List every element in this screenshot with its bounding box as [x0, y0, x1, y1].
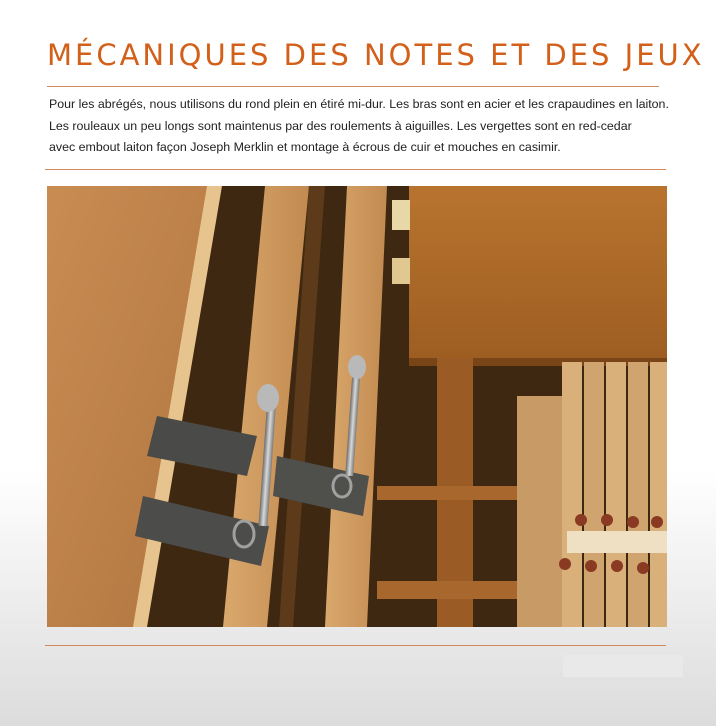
description-line: Les rouleaux un peu longs sont maintenus par des roulements à aiguilles. Les vergettes sont en red-cedar — [49, 118, 632, 133]
footer-divider — [45, 645, 666, 646]
page-title: MÉCANIQUES DES NOTES ET DES JEUX — [47, 38, 705, 72]
title-underline — [47, 86, 659, 87]
description-line: avec embout laiton façon Joseph Merklin et montage à écrous de cuir et mouches en casimir. — [49, 140, 561, 154]
organ-action-photo — [47, 186, 667, 627]
section-divider — [45, 169, 666, 170]
footer-panel — [563, 655, 683, 677]
description-line: Pour les abrégés, nous utilisons du rond plein en étiré mi-dur. Les bras sont en acier et les crapaudines en laiton. — [49, 97, 669, 111]
description-text — [49, 94, 669, 159]
